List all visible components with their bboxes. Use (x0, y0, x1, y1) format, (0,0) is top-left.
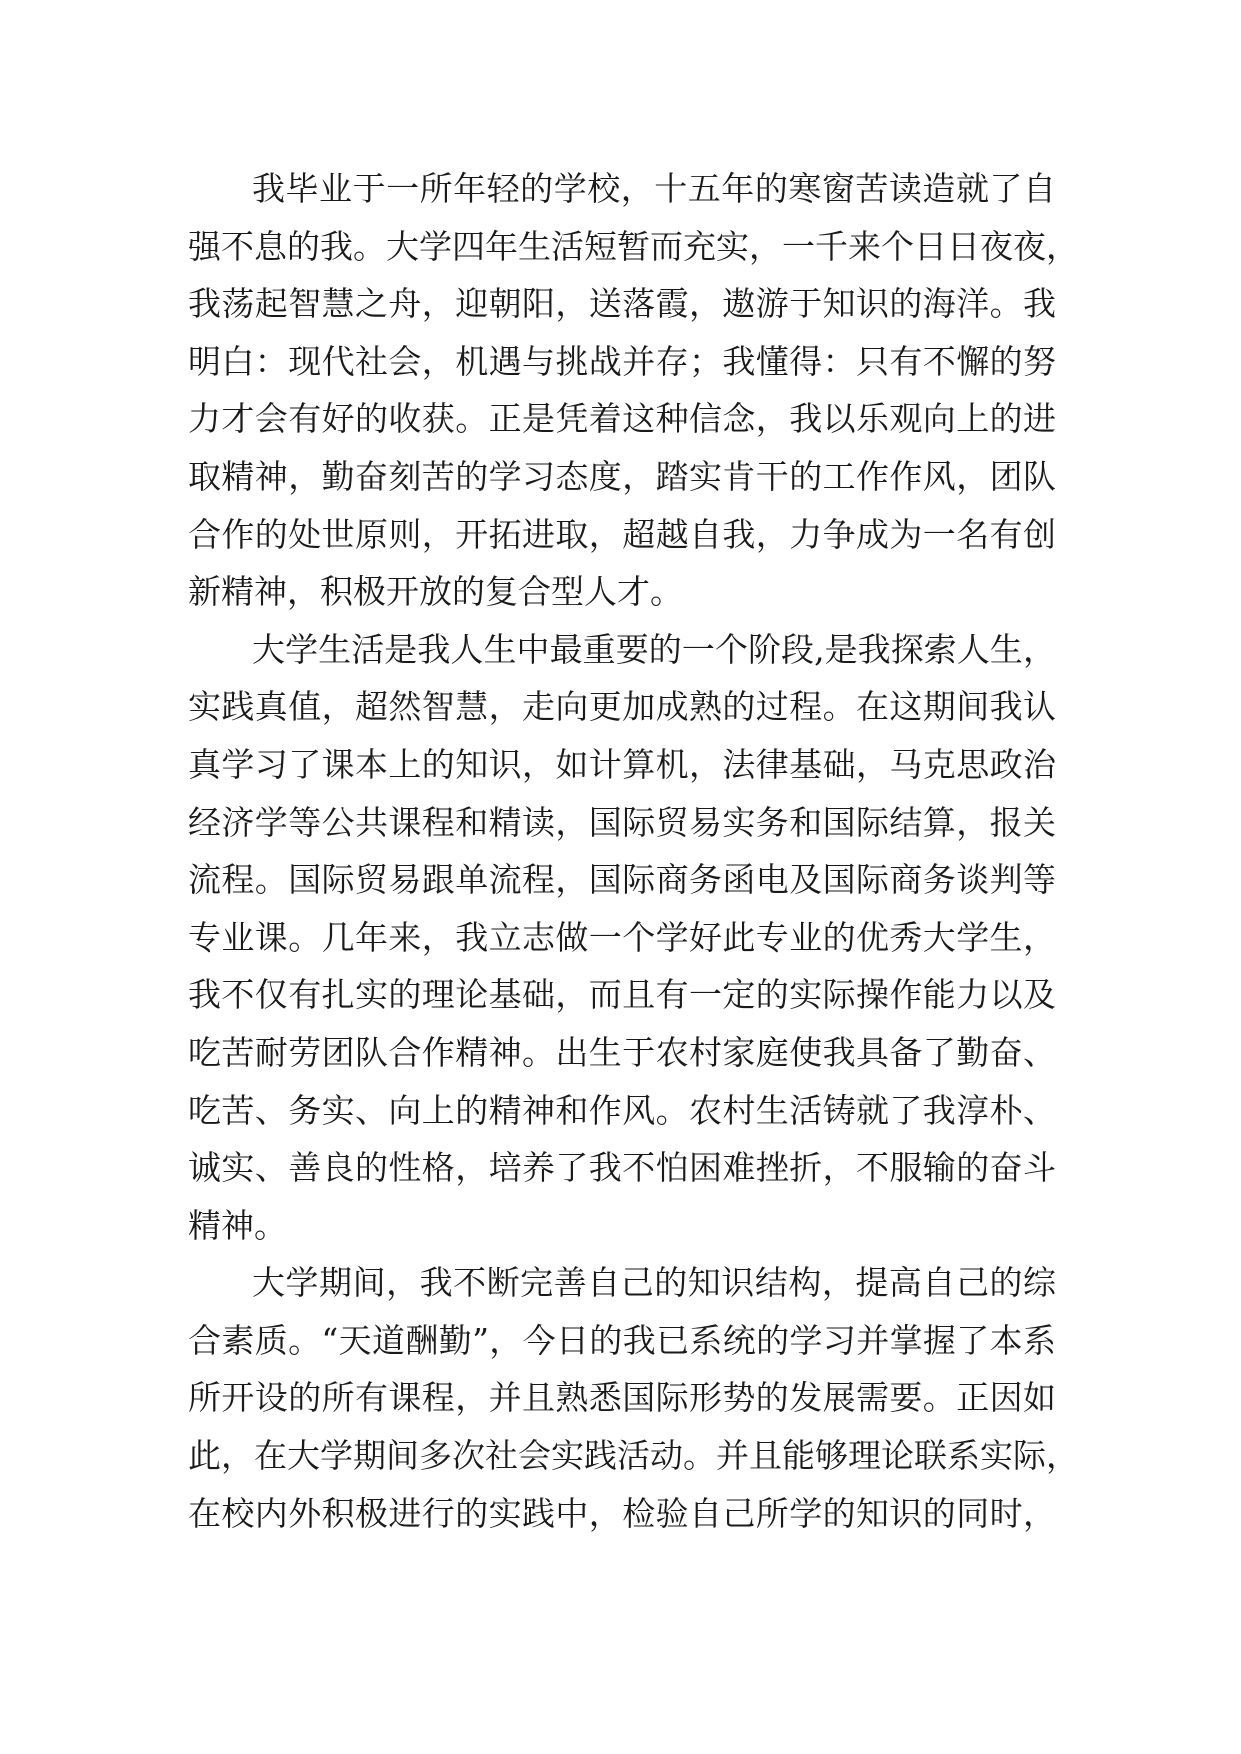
text-line: 在校内外积极进行的实践中，检验自己所学的知识的同时， (188, 1493, 1056, 1533)
text-line: 大学期间，我不断完善自己的知识结构，提高自己的综 (252, 1263, 1056, 1303)
text-line: 大学生活是我人生中最重要的一个阶段,是我探索人生， (252, 629, 1056, 669)
text-line: 所开设的所有课程，并且熟悉国际形势的发展需要。正因如 (188, 1378, 1056, 1418)
text-line: 新精神，积极开放的复合型人才。 (188, 572, 683, 612)
text-line: 明白：现代社会，机遇与挑战并存；我懂得：只有不懈的努 (188, 341, 1056, 381)
text-line: 精神。 (188, 1205, 287, 1245)
text-line: 诚实、善良的性格，培养了我不怕困难挫折，不服输的奋斗 (188, 1148, 1056, 1188)
document-body (188, 160, 1079, 1542)
paragraph-1 (188, 160, 1079, 621)
text-line: 流程。国际贸易跟单流程，国际商务函电及国际商务谈判等 (188, 860, 1056, 900)
text-line: 取精神，勤奋刻苦的学习态度，踏实肯干的工作作风，团队 (188, 456, 1056, 496)
text-line: 我荡起智慧之舟，迎朝阳，送落霞，遨游于知识的海洋。我 (188, 284, 1056, 324)
paragraph-3 (188, 1254, 1079, 1542)
text-line: 力才会有好的收获。正是凭着这种信念，我以乐观向上的进 (188, 399, 1056, 439)
text-line: 吃苦耐劳团队合作精神。出生于农村家庭使我具备了勤奋、 (188, 1032, 1056, 1072)
text-line: 此，在大学期间多次社会实践活动。并且能够理论联系实际， (188, 1436, 1079, 1476)
text-line: 我毕业于一所年轻的学校，十五年的寒窗苦读造就了自 (252, 169, 1056, 208)
text-line: 吃苦、务实、向上的精神和作风。农村生活铸就了我淳朴、 (188, 1090, 1056, 1130)
text-line: 我不仅有扎实的理论基础，而且有一定的实际操作能力以及 (188, 975, 1056, 1015)
text-line: 实践真值，超然智慧，走向更加成熟的过程。在这期间我认 (188, 687, 1056, 727)
text-line: 强不息的我。大学四年生活短暂而充实，一千来个日日夜夜， (188, 226, 1079, 266)
paragraph-2 (188, 621, 1056, 1255)
text-line: 经济学等公共课程和精读，国际贸易实务和国际结算，报关 (188, 802, 1056, 842)
text-line: 合素质。“天道酬勤”，今日的我已系统的学习并掌握了本系 (188, 1320, 1056, 1360)
text-line: 合作的处世原则，开拓进取，超越自我，力争成为一名有创 (188, 514, 1056, 554)
text-line: 真学习了课本上的知识，如计算机，法律基础，马克思政治 (188, 744, 1056, 784)
text-line: 专业课。几年来，我立志做一个学好此专业的优秀大学生， (188, 917, 1056, 957)
